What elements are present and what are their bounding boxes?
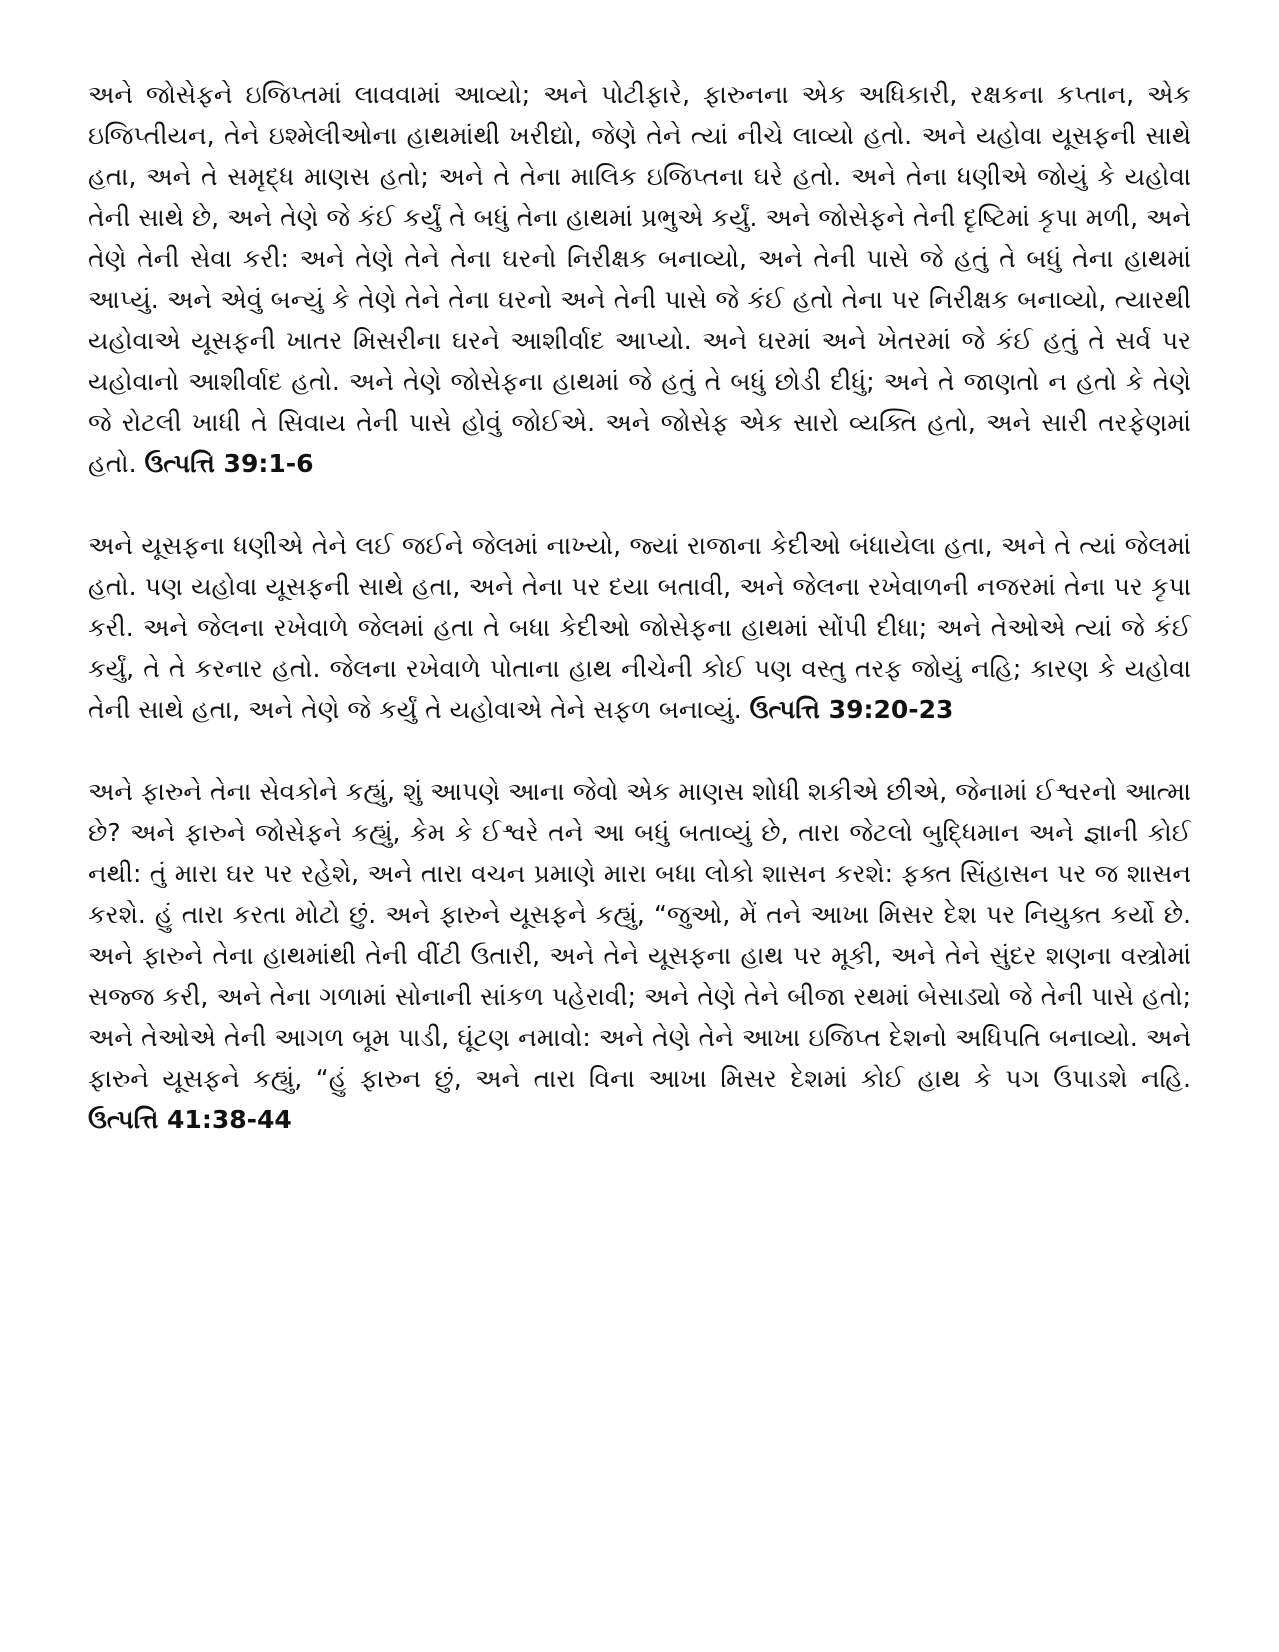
passage-text: અને જોસેફને ઇજિપ્તમાં લાવવામાં આવ્યો; અને પોટીફારે, ફારુનના એક અધિકારી, રક્ષકના કપ્તાન, એક ઇજિપ્તીયન, તેને ઇશ્મેલીઓના હાથમાંથી ખરીદ્યો, જેણે તેને ત્યાં નીચે લાવ્યો હતો. અને યહોવા યૂસફની સાથે હતા, અને તે સમૃદ્ધ માણસ હતો; અને તે તેના માલિક ઇજિપ્તના ઘરે હતો. અને તેના ધણીએ જોયું કે યહોવા તેની સાથે છે, અને તેણે જે કંઈ કર્યું તે બધું તેના હાથમાં પ્રભુએ કર્યું. અને જોસેફને તેની દૃષ્ટિમાં કૃપા મળી, અને તેણે તેની સેવા કરી: અને તેણે તેને તેના ઘરનો નિરીક્ષક બનાવ્યો, અને તેની પાસે જે હતું તે બધું તેના હાથમાં આપ્યું. અને એવું બન્યું કે તેણે તેને તેના ઘરનો અને તેની પાસે જે કંઈ હતો તેના પર નિરીક્ષક બનાવ્યો, ત્યારથી યહોવાએ યૂસફની ખાતર મિસરીના ઘરને આશીર્વાદ આપ્યો. અને ઘરમાં અને ખેતરમાં જે કંઈ હતું તે સર્વ પર યહોવાનો આશીર્વાદ હતો. અને તેણે જોસેફના હાથમાં જે હતું તે બધું છોડી દીધું; અને તે જાણતો ન હતો કે તેણે જે રોટલી ખાધી તે સિવાય તેની પાસે હોવું જોઈએ. અને જોસેફ એક સારો વ્યક્તિ હતો, અને સારી તરફેણમાં હતો.: [88, 80, 1191, 478]
document-page: [88, 74, 1191, 1181]
scripture-reference: ઉત્પત્તિ 41:38-44: [88, 1105, 292, 1134]
scripture-passage-1: [88, 74, 1191, 484]
passage-text: અને યૂસફના ધણીએ તેને લઈ જઈને જેલમાં નાખ્યો, જ્યાં રાજાના કેદીઓ બંધાયેલા હતા, અને તે ત્યાં જેલમાં હતો. પણ યહોવા યૂસફની સાથે હતા, અને તેના પર દયા બતાવી, અને જેલના રખેવાળની નજરમાં તેના પર કૃપા કરી. અને જેલના રખેવાળે જેલમાં હતા તે બધા કેદીઓ જોસેફના હાથમાં સોંપી દીધા; અને તેઓએ ત્યાં જે કંઈ કર્યું, તે તે કરનાર હતો. જેલના રખેવાળે પોતાના હાથ નીચેની કોઈ પણ વસ્તુ તરફ જોયું નહિ; કારણ કે યહોવા તેની સાથે હતા, અને તેણે જે કર્યું તે યહોવાએ તેને સફળ બનાવ્યું.: [88, 531, 1191, 724]
scripture-passage-2: [88, 525, 1191, 730]
passage-text: અને ફારુને તેના સેવકોને કહ્યું, શું આપણે આના જેવો એક માણસ શોધી શકીએ છીએ, જેનામાં ઈશ્વરનો આત્મા છે? અને ફારુને જોસેફને કહ્યું, કેમ કે ઈશ્વરે તને આ બધું બતાવ્યું છે, તારા જેટલો બુદ્ધિમાન અને જ્ઞાની કોઈ નથી: તું મારા ઘર પર રહેશે, અને તારા વચન પ્રમાણે મારા બધા લોકો શાસન કરશે: ફક્ત સિંહાસન પર જ શાસન કરશે. હું તારા કરતા મોટો છું. અને ફારુને યૂસફને કહ્યું, “જુઓ, મેં તને આખા મિસર દેશ પર નિયુક્ત કર્યો છે. અને ફારુને તેના હાથમાંથી તેની વીંટી ઉતારી, અને તેને યૂસફના હાથ પર મૂકી, અને તેને સુંદર શણના વસ્ત્રોમાં સજ્જ કરી, અને તેના ગળામાં સોનાની સાંકળ પહેરાવી; અને તેણે તેને બીજા રથમાં બેસાડ્યો જે તેની પાસે હતો; અને તેઓએ તેની આગળ બૂમ પાડી, ઘૂંટણ નમાવો: અને તેણે તેને આખા ઇજિપ્ત દેશનો અધિપતિ બનાવ્યો. અને ફારુને યૂસફને કહ્યું, “હું ફારુન છું, અને તારા વિના આખા મિસર દેશમાં કોઈ હાથ કે પગ ઉપાડશે નહિ.: [88, 777, 1191, 1093]
scripture-passage-3: [88, 771, 1191, 1140]
scripture-reference: ઉત્પત્તિ 39:1-6: [144, 449, 314, 478]
scripture-reference: ઉત્પત્તિ 39:20-23: [749, 695, 954, 724]
